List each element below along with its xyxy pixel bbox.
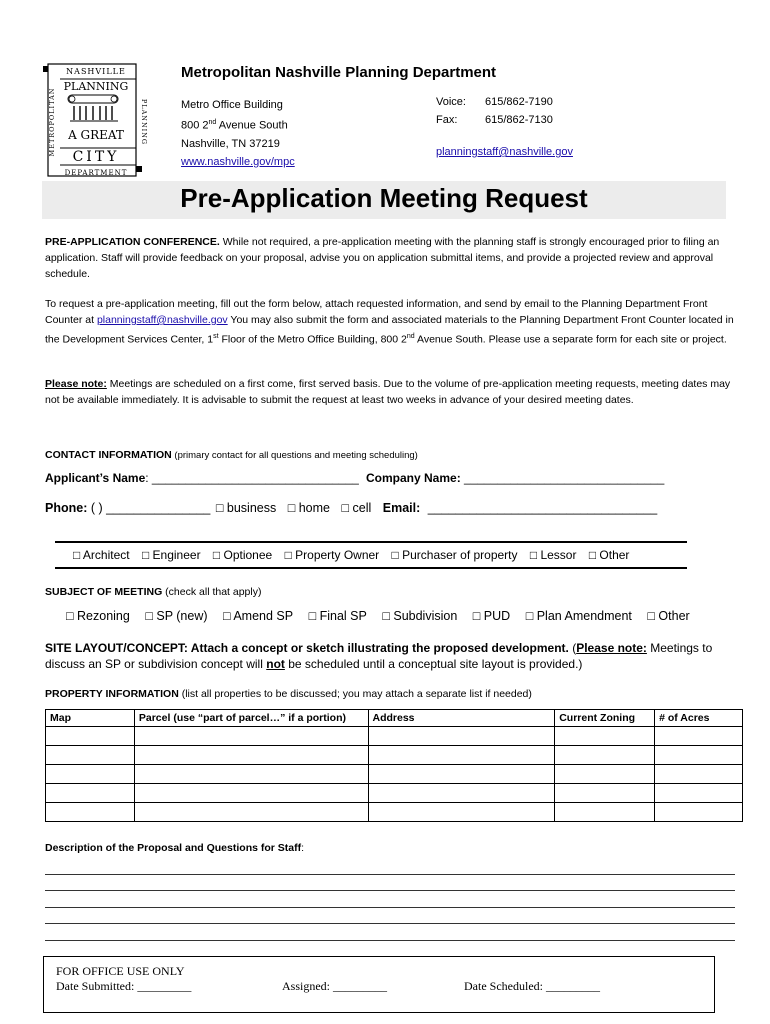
- table-cell[interactable]: [555, 727, 655, 746]
- description-line[interactable]: [45, 908, 735, 925]
- table-cell[interactable]: [555, 765, 655, 784]
- col-current-zoning: Current Zoning: [555, 710, 655, 727]
- logo-line1-text: PLANNING: [63, 80, 129, 93]
- subject-options: [66, 609, 702, 623]
- address-line1: Metro Office Building: [181, 99, 283, 111]
- note-label: Please note:: [45, 378, 107, 390]
- cell-checkbox[interactable]: □ cell: [341, 501, 372, 515]
- page-title: Pre-Application Meeting Request: [180, 183, 588, 213]
- table-cell[interactable]: [655, 765, 743, 784]
- property-heading: PROPERTY INFORMATION (list all properties to be discussed; you may attach a separate list if needed): [45, 688, 532, 700]
- logo-line2-text: A GREAT: [68, 128, 124, 142]
- description-field[interactable]: [45, 858, 735, 941]
- business-checkbox[interactable]: □ business: [215, 501, 277, 515]
- table-cell[interactable]: [46, 727, 135, 746]
- request-paragraph: To request a pre-application meeting, fill out the form below, attach requested information, and send by email to the Planning Department Front Counter at planningstaff@nashville.gov You may also submit the form and associated materials to the Planning Department Front Counter located in the Development Services Center, 1st Floor of the Metro Office Building, 800 2nd Avenue South. Please use a separate form for each site or project.: [45, 298, 734, 346]
- table-row: [46, 784, 743, 803]
- phone-field[interactable]: ( ) _______________: [87, 501, 214, 515]
- assigned-field[interactable]: Assigned: _________: [282, 979, 387, 993]
- role-property-owner-checkbox[interactable]: □ Property Owner: [284, 548, 380, 562]
- subject-sp-new-checkbox[interactable]: □ SP (new): [145, 609, 208, 623]
- role-options: [55, 541, 687, 569]
- table-cell[interactable]: [46, 746, 135, 765]
- table-cell[interactable]: [368, 746, 555, 765]
- fax-label: Fax:: [436, 114, 458, 126]
- address-block: [181, 96, 295, 171]
- applicant-name-field[interactable]: Applicant’s Name: _______________________________: [45, 471, 359, 485]
- logo-left-vertical-text: METROPOLITAN: [48, 87, 56, 157]
- subject-other-checkbox[interactable]: □ Other: [647, 609, 690, 623]
- subject-plan-amendment-checkbox[interactable]: □ Plan Amendment: [525, 609, 632, 623]
- table-cell[interactable]: [655, 727, 743, 746]
- table-cell[interactable]: [655, 784, 743, 803]
- role-optionee-checkbox[interactable]: □ Optionee: [212, 548, 273, 562]
- org-name: Metropolitan Nashville Planning Department: [181, 64, 497, 81]
- table-row: [46, 765, 743, 784]
- email-label: Email:: [382, 501, 421, 515]
- planning-department-logo: [40, 62, 148, 178]
- address-line2: 800 2nd Avenue South: [181, 119, 288, 132]
- voice-label: Voice:: [436, 96, 466, 108]
- table-cell[interactable]: [555, 784, 655, 803]
- address-line3: Nashville, TN 37219: [181, 137, 280, 150]
- property-table-header: [46, 710, 743, 727]
- table-cell[interactable]: [655, 803, 743, 822]
- table-cell[interactable]: [368, 727, 555, 746]
- table-cell[interactable]: [46, 765, 135, 784]
- intro-paragraph: PRE-APPLICATION CONFERENCE. While not required, a pre-application meeting with the planning staff is strongly encouraged prior to filing an application. Staff will provide feedback on your proposal, advise you on application submittal items, and provide a projected review and approval schedule.: [45, 236, 720, 280]
- subject-rezoning-checkbox[interactable]: □ Rezoning: [66, 609, 130, 623]
- email-field[interactable]: _________________________________: [427, 501, 658, 515]
- contact-heading: CONTACT INFORMATION (primary contact for all questions and meeting scheduling): [45, 449, 418, 461]
- col-parcel: Parcel (use “part of parcel…” if a portion): [134, 710, 368, 727]
- table-cell[interactable]: [134, 765, 368, 784]
- logo-right-vertical-text: PLANNING: [140, 98, 148, 146]
- subject-pud-checkbox[interactable]: □ PUD: [472, 609, 511, 623]
- description-line[interactable]: [45, 858, 735, 875]
- table-cell[interactable]: [655, 746, 743, 765]
- office-use-heading: FOR OFFICE USE ONLY: [56, 964, 185, 978]
- home-checkbox[interactable]: □ home: [287, 501, 330, 515]
- role-engineer-checkbox[interactable]: □ Engineer: [141, 548, 201, 562]
- contact-numbers: [436, 93, 553, 129]
- voice-number: 615/862-7190: [485, 96, 553, 108]
- company-name-field[interactable]: Company Name: ______________________________: [366, 471, 665, 485]
- table-cell[interactable]: [134, 803, 368, 822]
- description-line[interactable]: [45, 891, 735, 908]
- logo-top-text: NASHVILLE: [66, 67, 126, 76]
- table-cell[interactable]: [46, 803, 135, 822]
- intro-heading: PRE-APPLICATION CONFERENCE.: [45, 236, 220, 248]
- role-purchaser-checkbox[interactable]: □ Purchaser of property: [391, 548, 518, 562]
- subject-amend-sp-checkbox[interactable]: □ Amend SP: [223, 609, 294, 623]
- table-row: [46, 727, 743, 746]
- date-submitted-field[interactable]: Date Submitted: _________: [56, 979, 192, 993]
- table-cell[interactable]: [134, 746, 368, 765]
- table-cell[interactable]: [368, 784, 555, 803]
- role-other-checkbox[interactable]: □ Other: [588, 548, 630, 562]
- site-layout-note: SITE LAYOUT/CONCEPT: Attach a concept or sketch illustrating the proposed development. (Please note: Meetings to discuss an SP or subdivision concept will not be scheduled until a conceptual site layout is provided.): [45, 641, 713, 671]
- table-row: [46, 746, 743, 765]
- description-line[interactable]: [45, 924, 735, 941]
- role-lessor-checkbox[interactable]: □ Lessor: [529, 548, 577, 562]
- table-cell[interactable]: [368, 803, 555, 822]
- table-row: [46, 803, 743, 822]
- note-paragraph: Please note: Meetings are scheduled on a first come, first served basis. Due to the volume of pre-application meeting requests, meeting dates may not be available immediately. It is advisable to submit the request at least two weeks in advance of your desired meeting dates.: [45, 378, 731, 406]
- table-cell[interactable]: [555, 803, 655, 822]
- col-address: Address: [368, 710, 555, 727]
- website-link[interactable]: www.nashville.gov/mpc: [181, 155, 295, 168]
- office-use-box: [43, 956, 715, 1013]
- table-cell[interactable]: [134, 727, 368, 746]
- subject-subdivision-checkbox[interactable]: □ Subdivision: [382, 609, 458, 623]
- col-map: Map: [46, 710, 135, 727]
- header-email-link[interactable]: planningstaff@nashville.gov: [436, 146, 573, 158]
- col-acres: # of Acres: [655, 710, 743, 727]
- fax-number: 615/862-7130: [485, 114, 553, 126]
- date-scheduled-field[interactable]: Date Scheduled: _________: [464, 979, 600, 993]
- request-email-link[interactable]: planningstaff@nashville.gov: [96, 313, 228, 326]
- table-cell[interactable]: [555, 746, 655, 765]
- logo-bottom-text: DEPARTMENT: [64, 169, 128, 177]
- description-line[interactable]: [45, 875, 735, 892]
- table-cell[interactable]: [368, 765, 555, 784]
- phone-row: [45, 501, 657, 515]
- table-cell[interactable]: [46, 784, 135, 803]
- subject-heading: SUBJECT OF MEETING (check all that apply): [45, 586, 262, 598]
- phone-label: Phone:: [45, 501, 88, 515]
- property-table: [45, 709, 743, 822]
- subject-final-sp-checkbox[interactable]: □ Final SP: [308, 609, 367, 623]
- role-architect-checkbox[interactable]: □ Architect: [73, 548, 130, 562]
- logo-graphic: [40, 62, 148, 178]
- logo-line3-text: CITY: [72, 149, 120, 165]
- table-cell[interactable]: [134, 784, 368, 803]
- description-label: Description of the Proposal and Questions for Staff:: [45, 842, 305, 854]
